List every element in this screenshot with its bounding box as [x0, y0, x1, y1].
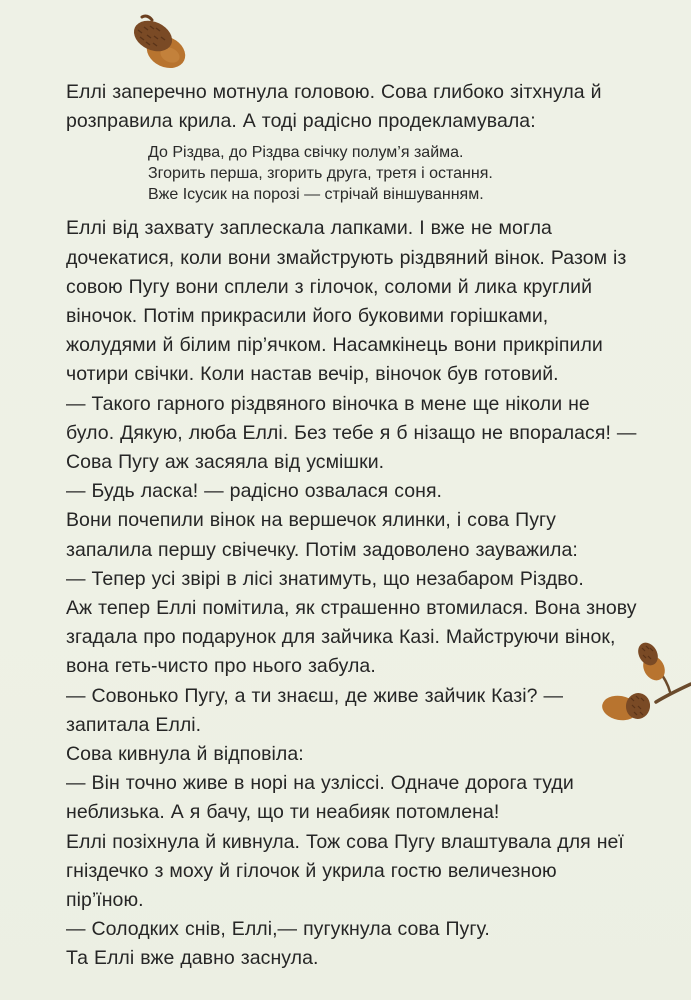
paragraph: Та Еллі вже давно заснула. [66, 947, 319, 970]
poem [148, 142, 638, 205]
paragraph: — Такого гарного різдвяного віночка в мене ще ніколи не було. Дякую, люба Еллі. Без тебе я б нізащо не впоралася! — Сова Пугу аж засяяла від усмішки. [66, 392, 637, 474]
paragraph: Аж тепер Еллі помітила, як страшенно втомилася. Вона знову згадала про подарунок для зайчика Казі. Майструючи вінок, вона геть-чисто про нього забула. [66, 597, 637, 678]
paragraph: — Він точно живе в норі на узліссі. Одначе дорога туди неблизька. А я бачу, що ти неабияк потомлена! [66, 772, 574, 824]
story-text [66, 78, 638, 974]
poem-line: Згорить перша, згорить друга, третя і остання. [148, 165, 493, 183]
paragraph: — Будь ласка! — радісно озвалася соня. [66, 480, 443, 503]
acorn-icon [122, 12, 192, 72]
paragraph: — Совонько Пугу, а ти знаєш, де живе зайчик Казі? — запитала Еллі. [66, 684, 564, 736]
poem-line: Вже Ісусик на порозі — стрічай віншуванням. [148, 186, 484, 204]
paragraph: Еллі від захвату заплескала лапками. І вже не могла дочекатися, коли вони змайструють різдвяний вінок. Разом із совою Пугу вони сплели з гілочок, соломи й лика круглий віночок. Потім прикрасили його буковими горішками, жолудями й білим пір’ячком. Насамкінець вони прикріпили чотири свічки. Коли настав вечір, віночок був готовий. [66, 217, 627, 386]
paragraph: Вони почепили вінок на вершечок ялинки, і сова Пугу запалила першу свічечку. Потім задоволено зауважила: [66, 509, 578, 561]
paragraph: Сова кивнула й відповіла: [66, 743, 304, 766]
paragraph: — Солодких снів, Еллі,— пугукнула сова Пугу. [66, 918, 490, 941]
paragraph: Еллі заперечно мотнула головою. Сова глибоко зітхнула й розправила крила. А тоді радісно продекламувала: [66, 81, 602, 133]
poem-line: До Різдва, до Різдва свічку полум’я займа. [148, 144, 464, 162]
paragraph: Еллі позіхнула й кивнула. Тож сова Пугу влаштувала для неї гніздечко з моху й гілочок й укрила гостю величезною пір’їною. [66, 830, 624, 912]
paragraph: — Тепер усі звірі в лісі знатимуть, що незабаром Різдво. [66, 567, 584, 590]
